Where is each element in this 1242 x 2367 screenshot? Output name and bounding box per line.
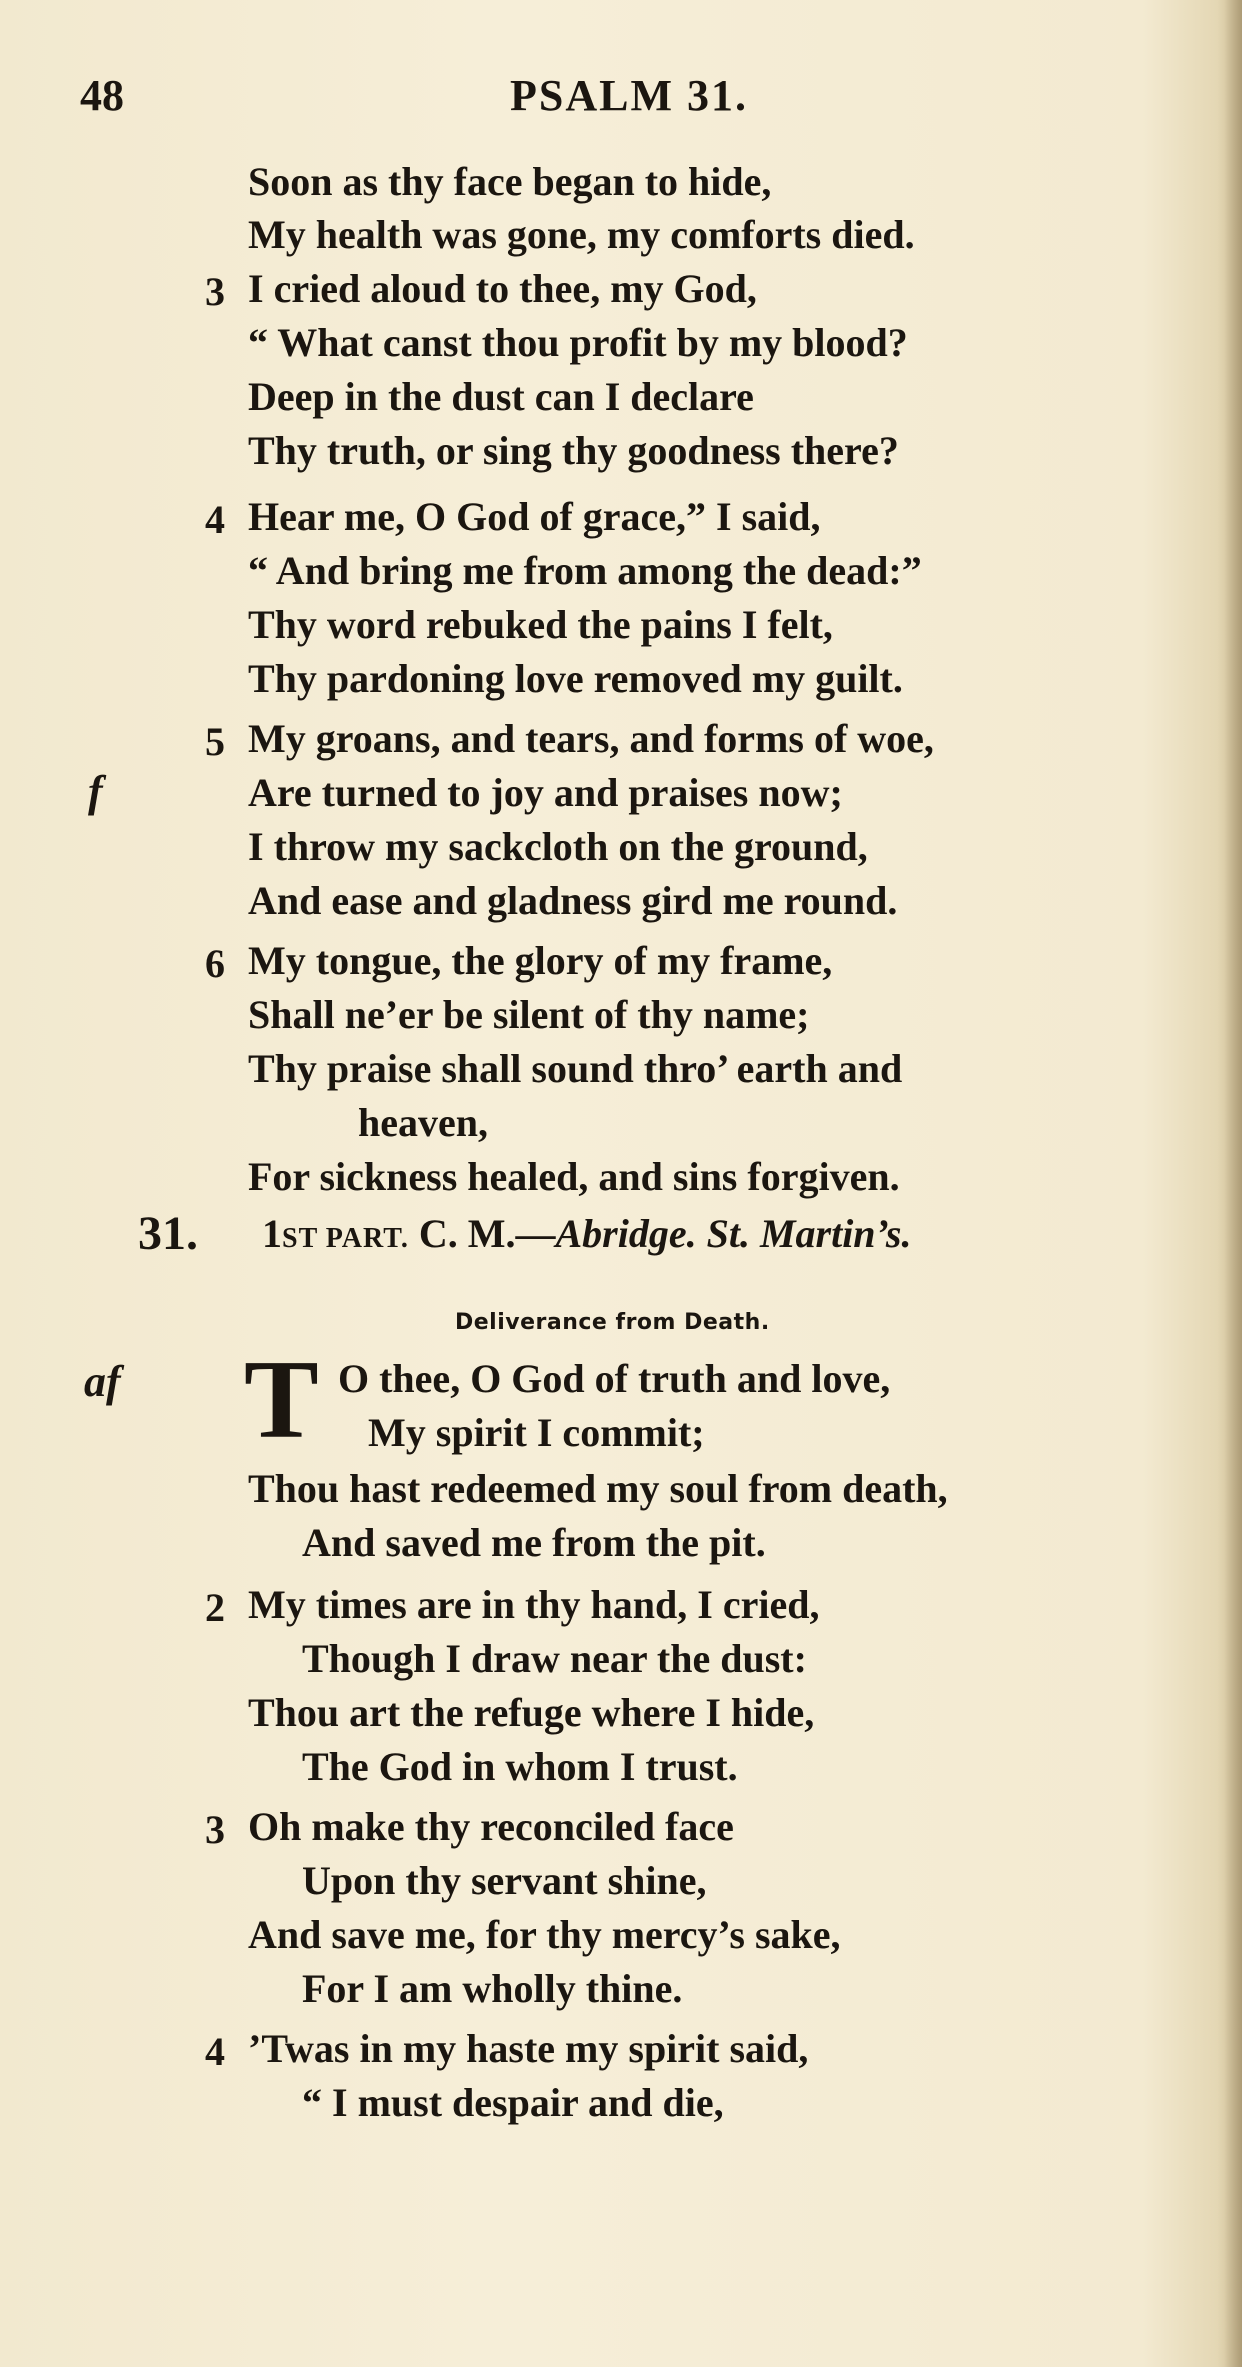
hymn-line: I cried aloud to thee, my God, — [248, 266, 757, 311]
hymn-line: “ What canst thou profit by my blood? — [248, 320, 908, 365]
drop-cap: T — [244, 1338, 319, 1462]
hymn-line: And ease and gladness gird me round. — [248, 878, 898, 923]
hymn-line: Thy praise shall sound thro’ earth and — [248, 1046, 903, 1091]
hymn-line: “ I must despair and die, — [302, 2080, 724, 2125]
page-edge-shadow — [1224, 0, 1242, 2367]
part-prefix: 1 — [262, 1211, 282, 1256]
hymn-line: Thy pardoning love removed my guilt. — [248, 656, 903, 701]
hymn-line: Are turned to joy and praises now; — [248, 770, 843, 815]
hymn-line: My groans, and tears, and forms of woe, — [248, 716, 934, 761]
hymn-number: 31. — [138, 1207, 198, 1260]
verse-number: 4 — [205, 497, 225, 542]
hymn-line: Soon as thy face began to hide, — [248, 159, 772, 204]
hymn-line: Though I draw near the dust: — [302, 1636, 807, 1681]
verse-number: 2 — [205, 1585, 225, 1630]
hymn-line: My health was gone, my comforts died. — [248, 212, 915, 257]
hymn-line: ’Twas in my haste my spirit said, — [248, 2026, 809, 2071]
meter: C. M.— — [408, 1211, 556, 1256]
hymn-line: Thy word rebuked the pains I felt, — [248, 602, 833, 647]
verse-number: 4 — [205, 2029, 225, 2074]
hymn-line: And saved me from the pit. — [302, 1520, 766, 1565]
hymn-line: The God in whom I trust. — [302, 1744, 738, 1789]
hymn-subtitle: Deliverance from Death. — [455, 1310, 770, 1335]
verse-number: 5 — [205, 719, 225, 764]
hymn-line: Upon thy servant shine, — [302, 1858, 707, 1903]
hymn-line: Thou hast redeemed my soul from death, — [248, 1466, 948, 1511]
hymn-line: Thy truth, or sing thy goodness there? — [248, 428, 899, 473]
hymn-line: O thee, O God of truth and love, — [338, 1356, 891, 1401]
verse-number: 3 — [205, 269, 225, 314]
hymn-heading — [262, 1210, 911, 1257]
hymn-line: I throw my sackcloth on the ground, — [248, 824, 868, 869]
hymn-line: Deep in the dust can I declare — [248, 374, 754, 419]
hymn-line: My tongue, the glory of my frame, — [248, 938, 833, 983]
hymn-line: Thou art the refuge where I hide, — [248, 1690, 815, 1735]
running-title: PSALM 31. — [510, 71, 748, 120]
hymn-line: “ And bring me from among the dead:” — [248, 548, 922, 593]
verse-number: 3 — [205, 1807, 225, 1852]
page-number: 48 — [80, 71, 124, 120]
page-header — [80, 70, 1200, 130]
hymn-line: heaven, — [358, 1100, 488, 1145]
hymn-line: For I am wholly thine. — [302, 1966, 683, 2011]
dynamics-mark: af — [84, 1357, 121, 1406]
hymn-line: Shall ne’er be silent of thy name; — [248, 992, 810, 1037]
hymn-line: My spirit I commit; — [368, 1410, 705, 1455]
verse-number: 6 — [205, 941, 225, 986]
hymn-line: My times are in thy hand, I cried, — [248, 1582, 820, 1627]
hymn-line: Hear me, O God of grace,” I said, — [248, 494, 821, 539]
dynamics-mark: f — [88, 767, 103, 816]
tune-names: Abridge. St. Martin’s. — [555, 1211, 912, 1256]
hymn-line: Oh make thy reconciled face — [248, 1804, 734, 1849]
hymn-line: And save me, for thy mercy’s sake, — [248, 1912, 841, 1957]
part-label: ST PART. — [282, 1223, 409, 1254]
hymn-line: For sickness healed, and sins forgiven. — [248, 1154, 900, 1199]
